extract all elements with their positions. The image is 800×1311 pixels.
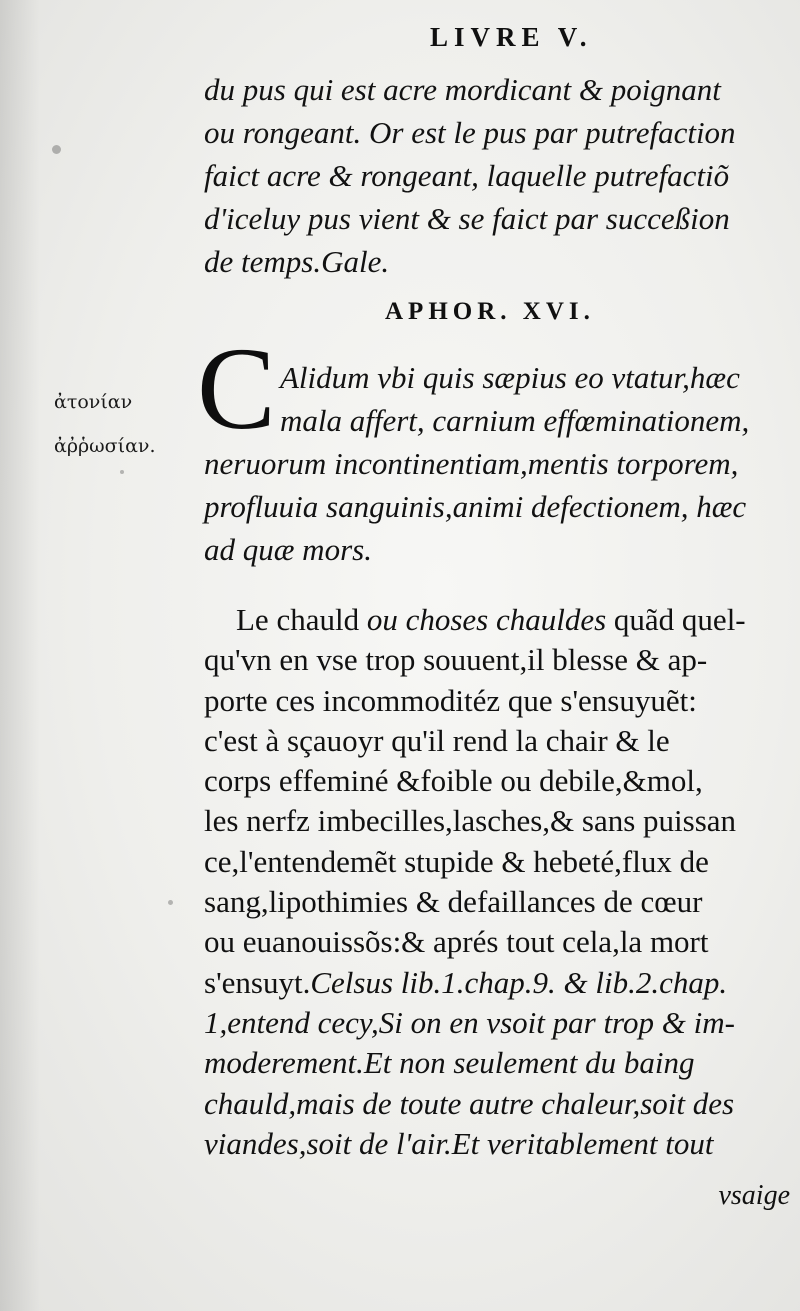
text-line: neruorum incontinentiam,mentis torporem, [204,446,739,481]
text-line: sang,lipothimies & defaillances de cœur [204,884,703,920]
text-line [204,963,800,1003]
text-line: corps effeminé &foible ou debile,&mol, [204,763,703,799]
text-line [204,1043,800,1083]
text-line: ce,l'entendemẽt stupide & hebeté,flux de [204,843,709,879]
text-line: qu'vn en vse trop souuent,il blesse & ap- [204,642,708,678]
catchword: vsaige [718,1180,790,1211]
text-line: de temps.Gale. [204,244,390,279]
ink-speck [168,900,173,905]
ink-speck [52,145,61,154]
text-line: mala affert, carnium effœminationem, [280,403,750,438]
margin-note-line: ἀῤῥωσίαν. [54,435,156,457]
text-line [204,1124,800,1164]
text-run-italic: Celsus lib.1.chap.9. & lib.2.chap. [310,964,728,1000]
running-head: LIVRE V. [430,22,593,52]
text-line [204,600,800,640]
text-run: Le chauld [236,602,367,637]
latin-aphorism [204,356,800,571]
text-line: d'iceluy pus vient & se faict par succeßion [204,201,730,236]
text-run: quãd quel- [606,602,746,637]
text-line: les nerfz imbecilles,lasches,& sans puissan [204,803,737,839]
drop-cap: C [197,323,276,454]
page-edge-shadow [0,0,40,1311]
text-run-italic: 1,entend cecy,Si on en vsoit par trop & im- [204,1004,735,1040]
margin-note-line: ἀτονίαν [54,391,133,413]
text-line: ou euanouissõs:& aprés tout cela,la mort [204,924,709,960]
text-line: faict acre & rongeant, laquelle putrefactiõ [204,158,730,193]
french-commentary [204,600,800,1164]
text-run-italic: ou choses chauldes [366,602,607,637]
text-run-italic: chauld,mais de toute autre chaleur,soit des [204,1085,735,1121]
text-line: du pus qui est acre mordicant & poignant [204,72,721,107]
aphorism-heading: APHOR. XVI. [385,298,595,325]
text-line [204,1084,800,1124]
text-line: ou rongeant. Or est le pus par putrefaction [204,115,736,150]
text-run-italic: moderement.Et non seulement du baing [204,1045,695,1081]
margin-note [54,380,156,468]
text-line: porte ces incommoditéz que s'ensuyuẽt: [204,682,697,718]
top-paragraph [204,68,800,283]
text-line: profluuia sanguinis,animi defectionem, hæc [204,489,747,524]
text-line: Alidum vbi quis sæpius eo vtatur,hæc [280,360,740,395]
ink-speck [120,470,124,474]
text-run-italic: viandes,soit de l'air.Et veritablement tout [204,1125,714,1161]
text-run: s'ensuyt. [204,964,311,1000]
text-line [204,1003,800,1043]
text-line: ad quæ mors. [204,532,372,567]
text-line: c'est à sçauoyr qu'il rend la chair & le [204,722,670,758]
